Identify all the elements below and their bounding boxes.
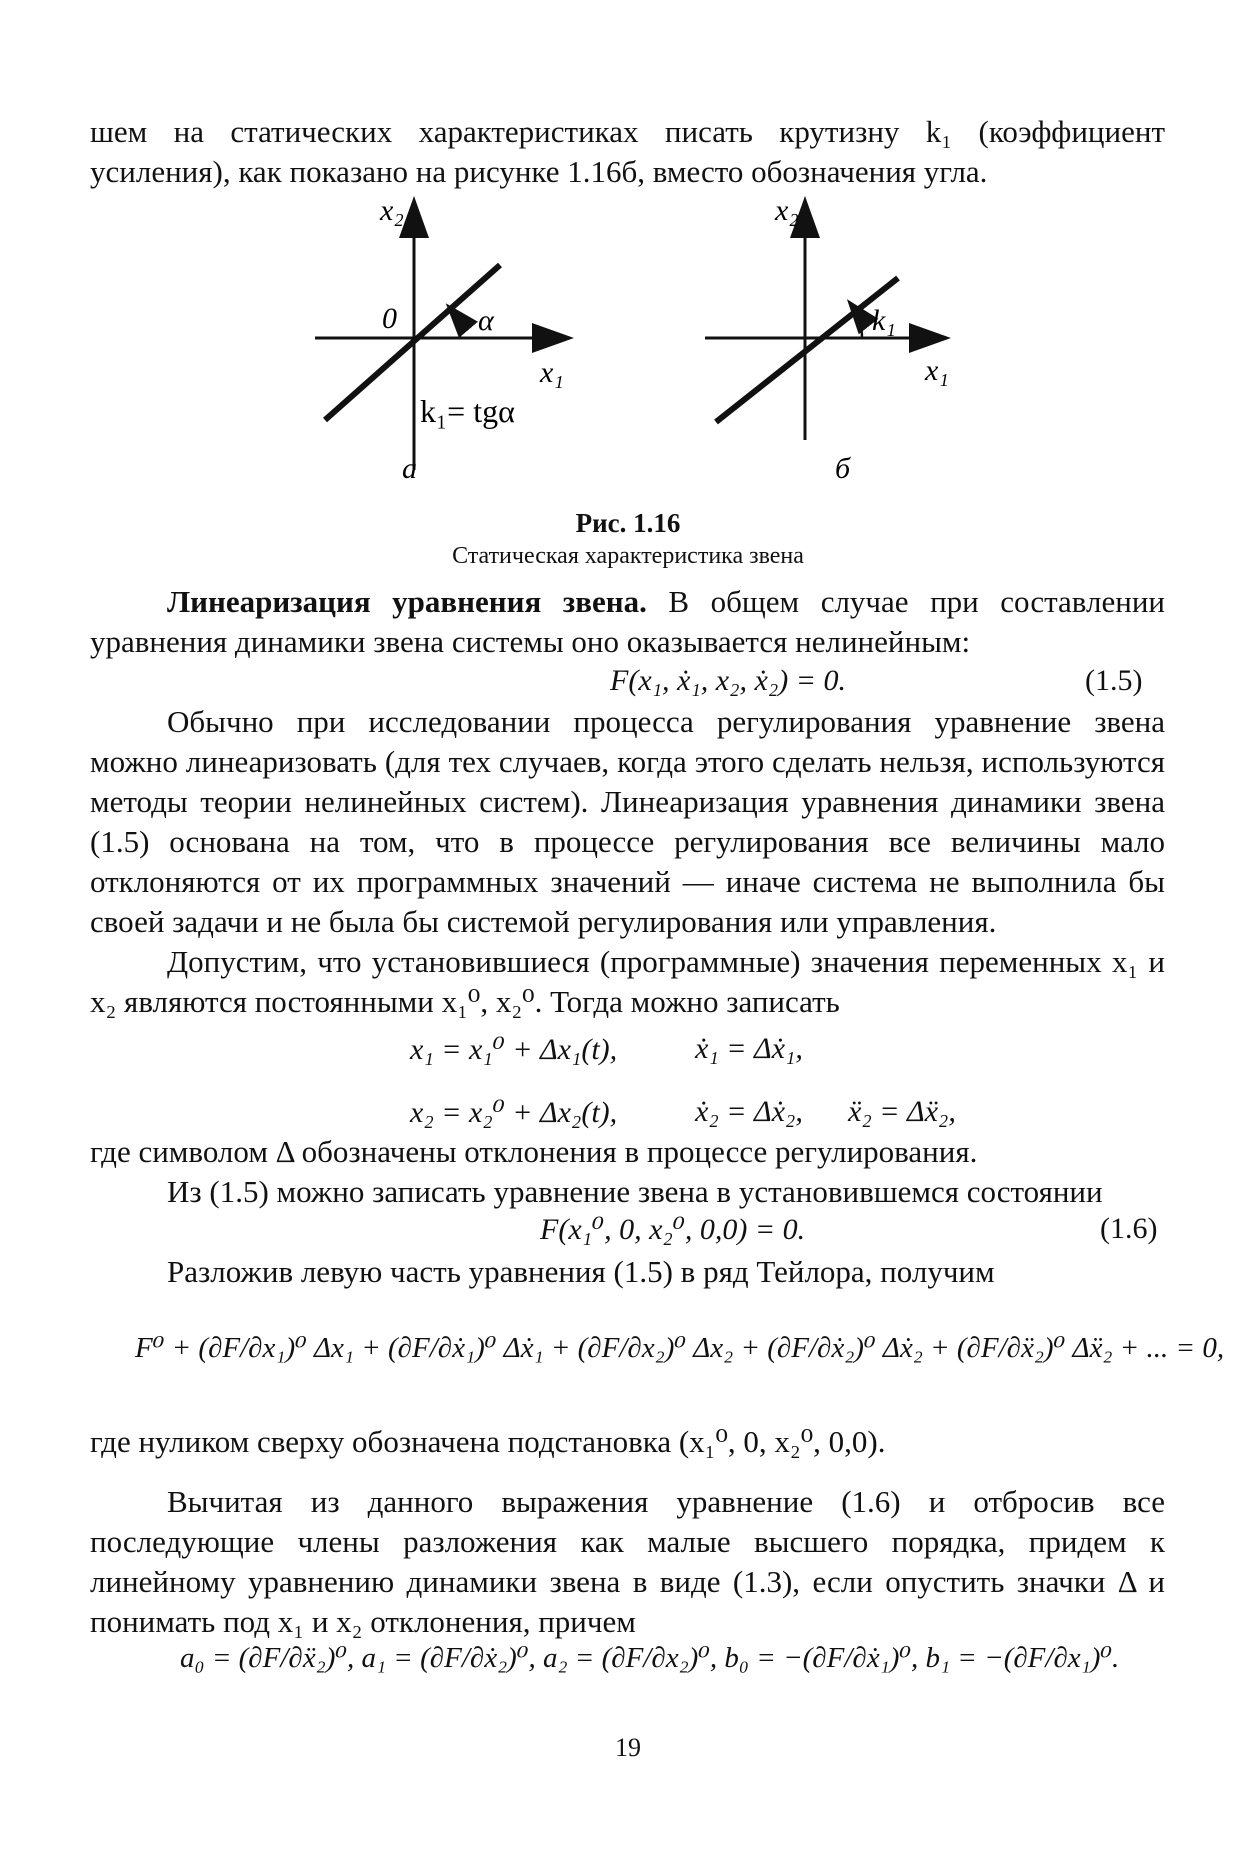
panel-b-characteristic-line [716, 278, 898, 422]
equation-1-6-number: (1.6) [1100, 1212, 1158, 1245]
panel-b-x-label: x₁ [925, 354, 949, 387]
paragraph-substitution: где нуликом сверху обозначена подстановка (x₁⁰, 0, x₂⁰, 0,0). [90, 1424, 886, 1459]
panel-b-y-label: x₂ [775, 194, 799, 227]
figure-caption-title: Рис. 1.16 [575, 508, 681, 538]
paragraph-steady-state: Допустим, что установившиеся (программные) значения переменных x₁ и x₂ являются постоянными x₁⁰, x₂⁰. Тогда можно записать [90, 944, 1165, 1019]
equation-x1-deviation: x₁ = x₁⁰ + Δx₁(t), [410, 1033, 618, 1066]
equation-x2-ddot-deviation: ẍ₂ = Δẍ₂, [848, 1095, 956, 1128]
equation-1-5-number: (1.5) [1085, 664, 1143, 697]
equation-coefficients: a₀ = (∂F/∂ẍ₂)⁰, a₁ = (∂F/∂ẋ₂)⁰, a₂ = (∂F/∂x₂)⁰, b₀ = −(∂F/∂ẋ₁)⁰, b₁ = −(∂F/∂x₁)⁰. [180, 1642, 1120, 1674]
panel-a-label: а [402, 452, 417, 485]
paragraph-steady-equation: Из (1.5) можно записать уравнение звена в установившемся состоянии [167, 1174, 1103, 1209]
panel-a-angle-label: α [478, 304, 494, 337]
panel-a-y-label: x₂ [380, 194, 404, 227]
panel-a-formula: k₁= tgα [420, 393, 515, 429]
equation-1-5: F(x₁, ẋ₁, x₂, ẋ₂) = 0. [610, 664, 847, 697]
panel-b-label: б [835, 452, 851, 485]
figure-caption-subtitle: Статическая характеристика звена [452, 543, 804, 569]
paragraph-linear-result: Вычитая из данного выражения уравнение (1.6) и отбросив все последующие члены разложения как малые высшего порядка, придем к линейному уравнению динамики звена в виде (1.3), если опустить значки Δ и понимать под x₁ и x₂ отклонения, причем [90, 1484, 1165, 1639]
panel-b-slope-label: k₁ [872, 304, 896, 337]
equation-taylor-expansion: F⁰ + (∂F/∂x₁)⁰ Δx₁ + (∂F/∂ẋ₁)⁰ Δẋ₁ + (∂F/∂x₂)⁰ Δx₂ + (∂F/∂ẋ₂)⁰ Δẋ₂ + (∂F/∂ẍ₂)⁰ Δẍ₂ + ... = 0, [135, 1332, 1225, 1364]
panel-a-origin-label: 0 [382, 302, 397, 335]
equation-x2-dot-deviation: ẋ₂ = Δẋ₂, [695, 1095, 803, 1128]
equation-x2-deviation: x₂ = x₂⁰ + Δx₂(t), [410, 1096, 618, 1129]
panel-a-x-label: x₁ [540, 356, 564, 389]
figure-1-16 [0, 190, 1256, 490]
paragraph-linearization [90, 582, 1165, 662]
panel-b-plot [705, 194, 949, 485]
paragraph-linearization-text: В общем случае при составлении уравнения динамики звена системы оно оказывается нелинейным: [90, 584, 1165, 659]
paragraph-intro: шем на статических характеристиках писать крутизну k₁ (коэффициент усиления), как показано на рисунке 1.16б, вместо обозначения угла. [90, 114, 1165, 189]
section-heading: Линеаризация уравнения звена. [167, 584, 647, 619]
equation-x1-dot-deviation: ẋ₁ = Δẋ₁, [695, 1032, 803, 1065]
equation-1-6: F(x₁⁰, 0, x₂⁰, 0,0) = 0. [540, 1213, 806, 1246]
paragraph-linearization-basis: Обычно при исследовании процесса регулирования уравнение звена можно линеаризовать (для тех случаев, когда этого сделать нельзя, используются методы теории нелинейных систем). Линеаризация уравнения динамики звена (1.5) основана на том, что в процессе регулирования все величины мало отклоняются от их программных значений — иначе система не выполнила бы своей задачи и не была бы системой регулирования или управления. [90, 704, 1165, 939]
paragraph-delta-definition: где символом Δ обозначены отклонения в процессе регулирования. [90, 1134, 978, 1169]
panel-a-plot [315, 194, 568, 485]
paragraph-taylor: Разложив левую часть уравнения (1.5) в ряд Тейлора, получим [167, 1254, 995, 1289]
page-number: 19 [615, 1733, 641, 1762]
